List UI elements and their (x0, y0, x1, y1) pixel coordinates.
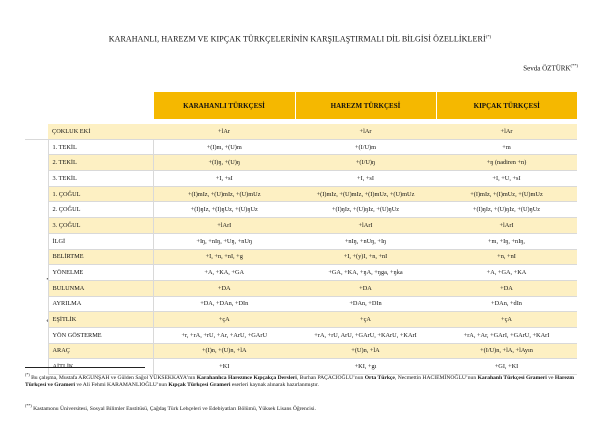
table-row (25, 343, 577, 359)
table-row (25, 280, 577, 296)
table-row (25, 218, 577, 234)
cell: +I, +U, +sI (436, 171, 577, 187)
row-label: 1. ÇOĞUL (48, 186, 153, 202)
table-row (25, 233, 577, 249)
row-label: İLGİ (48, 233, 153, 249)
table-row (25, 249, 577, 265)
cell: +(I)ŋIz, +(U)ŋIz, +(U)ŋUz (295, 202, 436, 218)
row-label: AYRILMA (48, 296, 153, 312)
row-label: ARAÇ (48, 343, 153, 359)
cell: +KI, +gı (295, 359, 436, 375)
row-label: 3. TEKİL (48, 171, 153, 187)
header-kipcak: KIPÇAK TÜRKÇESİ (436, 92, 577, 119)
comparison-table (25, 92, 577, 375)
cell: +lAr (295, 124, 436, 139)
table-row (25, 155, 577, 171)
cell: +I, +sI (153, 171, 295, 187)
author-footnote-mark: (**) (570, 63, 578, 68)
row-label: BULUNMA (48, 280, 153, 296)
cell: +DA (436, 280, 577, 296)
author-name (523, 63, 578, 72)
table-row (25, 124, 577, 139)
table-row (25, 171, 577, 187)
cell: +(I)ŋIz, +(I)ŋUz, +(U)ŋUz (153, 202, 295, 218)
cell: +m, +Iŋ, +nIŋ, (436, 233, 577, 249)
footnote-1-text: , Necmettin HACIEMİNOĞLU’nun (394, 374, 478, 381)
cell: +(I/U)n, +lA, +lAyın (436, 343, 577, 359)
cell: +(I)m, +(U)m (153, 139, 295, 155)
cell: +(I)ŋIz, +(U)ŋIz, +(U)ŋUz (436, 202, 577, 218)
cell: +ŋ (nadiren +n) (436, 155, 577, 171)
row-label: BELİRTME (48, 249, 153, 265)
footnote-divider (25, 367, 145, 368)
footnote-1-source-title: Harezm Türkçesi ve Grameri (25, 374, 574, 388)
footnote-1 (25, 371, 580, 389)
cell: +GA, +KA, +ŋA, +ŋga, +ŋka (295, 265, 436, 281)
cell: +lArI (295, 218, 436, 234)
cell: +DAn, +dIn (436, 296, 577, 312)
cell: +nIŋ, +nUŋ, +Iŋ (295, 233, 436, 249)
row-label: 3. ÇOĞUL (48, 218, 153, 234)
cell: +Iŋ, +nIŋ, +Uŋ, +nUŋ (153, 233, 295, 249)
footnote-1-source-title: Orta Türkçe (364, 374, 395, 381)
row-label-cokluk: ÇOKLUK EKİ (48, 124, 153, 139)
cell: +(I/U)ŋ (295, 155, 436, 171)
footnote-1-text: eserleri kaynak alınarak hazırlanmıştır. (230, 381, 319, 388)
cell: +KI (153, 359, 295, 375)
cell: +rA, +Ar, +GArI, +GArU, +KArI (436, 327, 577, 343)
footnote-1-source-title: Karahanlı Türkçesi Grameri (477, 374, 547, 381)
row-label: 2. TEKİL (48, 155, 153, 171)
cell: +I, +n, +nI, +g (153, 249, 295, 265)
cell: +(I)n, +(U)n, +lA (153, 343, 295, 359)
table-row (25, 265, 577, 281)
title-text: KARAHANLI, HAREZM VE KIPÇAK TÜRKÇELERİNİN KARŞILAŞTIRMALI DİL BİLGİSİ ÖZELLİKLERİ (108, 34, 486, 44)
footnote-1-source-title: Kıpçak Türkçesi Grameri (168, 381, 231, 388)
footnote-2 (25, 402, 580, 413)
table-header-row (25, 92, 577, 119)
cell: +I, +(y)I, +n, +nI (295, 249, 436, 265)
cell: +(U)n, +lA (295, 343, 436, 359)
cell: +lAr (153, 124, 295, 139)
row-label: AİTLİK (48, 359, 153, 375)
cell: +GI, +KI (436, 359, 577, 375)
cell: +rA, +rU, ArU, +GArU, +KArU, +KArI (295, 327, 436, 343)
cell: +(I)mIz, +(U)mIz, +(U)mUz (153, 186, 295, 202)
table-row (25, 312, 577, 328)
cell: +çA (153, 312, 295, 328)
cell: +m (436, 139, 577, 155)
footnote-1-text: ve (546, 374, 555, 381)
table-row (25, 139, 577, 155)
table-row (25, 327, 577, 343)
footnote-1-text: , Burhan PAÇACIOĞLU’nun (296, 374, 365, 381)
author-text: Sevda ÖZTÜRK (523, 64, 571, 73)
cell: +(I)mIz, +(U)mIz, +(I)mUz, +(U)mUz (295, 186, 436, 202)
footnote-1-text: ve Ali Fehmi KARAMANLIOĞLU’nun (75, 381, 169, 388)
cell: +A, +GA, +KA (436, 265, 577, 281)
hal-vertical-label (47, 277, 48, 330)
cell: +A, +KA, +GA (153, 265, 295, 281)
cell: +DAn, +DIn (295, 296, 436, 312)
footnote-1-text: Bu çalışma, Mustafa ARGUNŞAH ve Gülden Sağol YÜKSEKKAYA’nın (29, 374, 197, 381)
footnote-2-mark: (**) (25, 403, 32, 408)
header-karahanli: KARAHANLI TÜRKÇESİ (153, 92, 295, 119)
cell: +r, +rA, +rU, +Ar, +ArU, +GArU (153, 327, 295, 343)
group-label-hal (25, 233, 48, 374)
document-title (0, 34, 600, 44)
cell: +DA (153, 280, 295, 296)
cell: +(I)mIz, +(I)mUz, +(U)mUz (436, 186, 577, 202)
footnote-2-text: Kastamonu Üniversitesi, Sosyal Bilimler Enstitüsü, Çağdaş Türk Lehçeleri ve Edebiyatları Bölümü, Yüksek Lisans Öğrencisi. (31, 405, 316, 412)
cell: +DA, +DAn, +DIn (153, 296, 295, 312)
footnote-1-source-title: Karahanlıca Harezmce Kıpçakça Dersleri (196, 374, 297, 381)
cell: +n, +nI (436, 249, 577, 265)
cell: +çA (436, 312, 577, 328)
cell: +DA (295, 280, 436, 296)
cell: +çA (295, 312, 436, 328)
footnote-1-mark: (*) (25, 372, 30, 377)
cell: +(I/U)m (295, 139, 436, 155)
row-label: YÖNELME (48, 265, 153, 281)
cell: +lArI (153, 218, 295, 234)
header-harezm: HAREZM TÜRKÇESİ (295, 92, 436, 119)
row-label: 1. TEKİL (48, 139, 153, 155)
table-row (25, 202, 577, 218)
title-footnote-mark: (*) (485, 34, 492, 39)
group-label-iyelik (25, 139, 48, 233)
cell: +I, +sI (295, 171, 436, 187)
row-label: EŞİTLİK (48, 312, 153, 328)
row-label: 2. ÇOĞUL (48, 202, 153, 218)
cell: +lArI (436, 218, 577, 234)
table-row (25, 186, 577, 202)
cell: +lAr (436, 124, 577, 139)
table-row (25, 296, 577, 312)
row-label: YÖN GÖSTERME (48, 327, 153, 343)
cell: +(I)ŋ, +(U)ŋ (153, 155, 295, 171)
